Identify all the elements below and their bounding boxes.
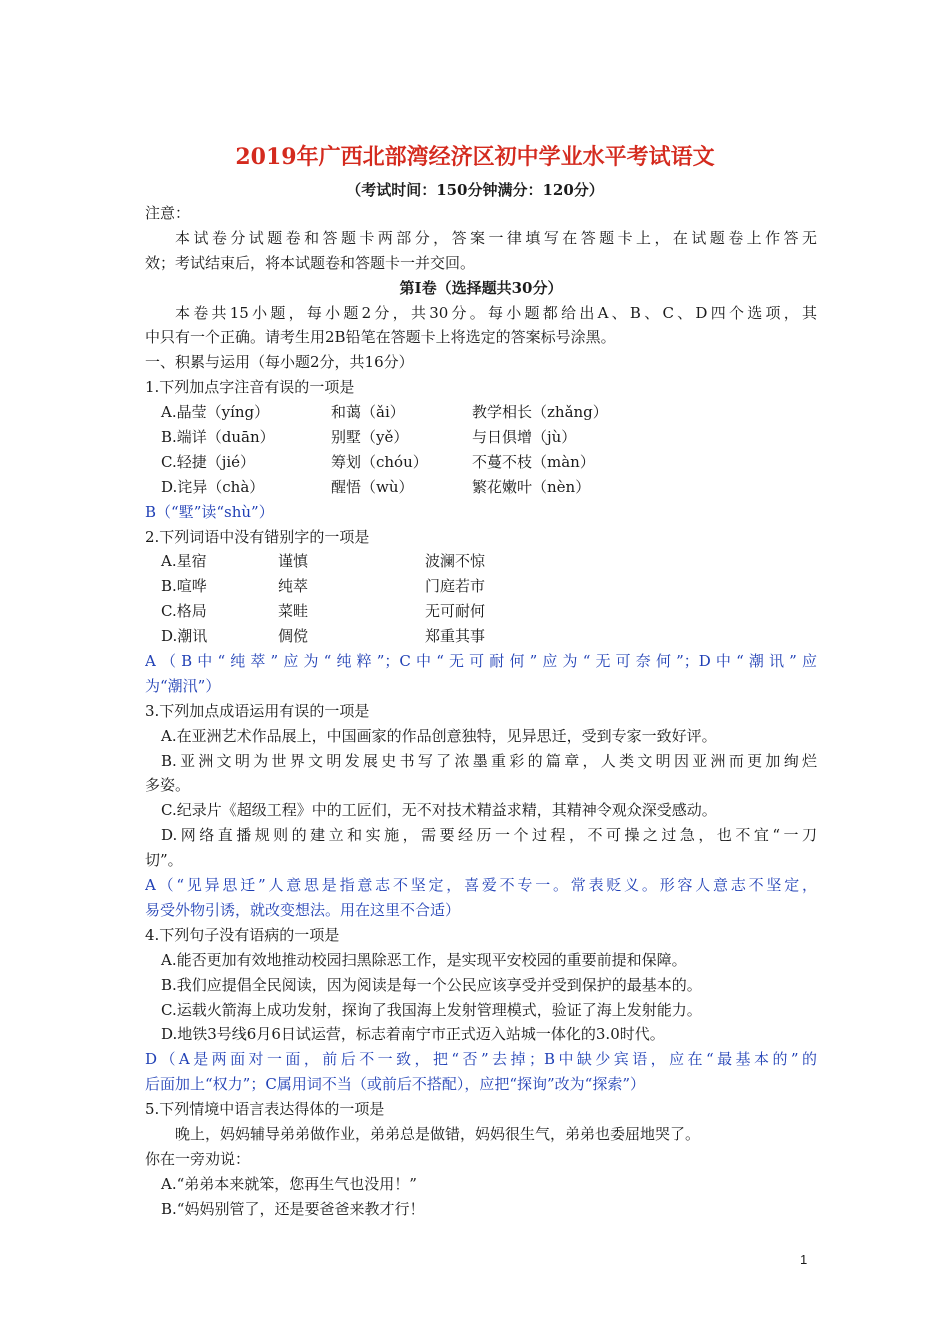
- option-cell: A.星宿: [161, 552, 207, 571]
- question-1-answer: B（“墅”读“shù”）: [145, 502, 274, 521]
- question-1-option-c: [145, 450, 817, 475]
- question-4-option-d: D.地铁3号线6月6日试运营，标志着南宁市正式迈入站城一体化的3.0时代。: [161, 1025, 665, 1044]
- question-3-option-a: A.在亚洲艺术作品展上，中国画家的作品创意独特，见异思迁，受到专家一致好评。: [161, 726, 717, 745]
- notice-label: 注意：: [145, 204, 191, 222]
- option-cell: 不蔓不枝（màn）: [472, 452, 595, 471]
- question-4-option-b: B.我们应提倡全民阅读，因为阅读是每一个公民应该享受并受到保护的最基本的。: [161, 975, 702, 994]
- question-3-option-b: B.亚洲文明为世界文明发展史书写了浓墨重彩的篇章，人类文明因亚洲而更加绚烂: [161, 751, 817, 770]
- option-cell: 筹划（chóu）: [331, 452, 428, 471]
- question-3-stem: 3.下列加点成语运用有误的一项是: [145, 701, 370, 720]
- option-cell: 波澜不惊: [425, 552, 486, 571]
- option-cell: 教学相长（zhǎng）: [472, 403, 608, 422]
- option-cell: 和蔼（ǎi）: [331, 403, 405, 422]
- question-5-context: 你在一旁劝说：: [145, 1149, 251, 1168]
- question-4-stem: 4.下列句子没有语病的一项是: [145, 925, 340, 944]
- question-5-option-a: A.“弟弟本来就笨，您再生气也没用！”: [161, 1174, 417, 1193]
- exam-title: 2019年广西北部湾经济区初中学业水平考试语文: [235, 144, 715, 170]
- question-2-answer-line: A（B中“纯萃”应为“纯粹”；C中“无可耐何”应为“无可奈何”；D中“潮讯”应: [145, 652, 817, 671]
- option-cell: 繁花嫩叶（nèn）: [472, 477, 591, 496]
- question-4-option-c: C.运载火箭海上成功发射，探询了我国海上发射管理模式，验证了海上发射能力。: [161, 1000, 702, 1019]
- question-4-answer-line: D（A是两面对一面，前后不一致，把“否”去掉；B中缺少宾语，应在“最基本的”的: [145, 1050, 817, 1069]
- option-cell: 与日俱增（jù）: [472, 428, 577, 447]
- question-3-answer-line: A（“见异思迁”人意思是指意志不坚定，喜爱不专一。常表贬义。形容人意志不坚定，: [145, 876, 817, 895]
- question-2-option-d: [145, 624, 817, 649]
- option-cell: B.喧哗: [161, 577, 207, 596]
- question-2-option-b: [145, 574, 817, 599]
- option-cell: 菜畦: [278, 602, 309, 621]
- option-cell: 谨慎: [278, 552, 309, 571]
- notice-line: 本试卷分试题卷和答题卡两部分，答案一律填写在答题卡上，在试题卷上作答无: [175, 228, 817, 247]
- question-3-option-b-cont: 多姿。: [145, 776, 191, 795]
- question-4-option-a: A.能否更加有效地推动校园扫黑除恶工作，是实现平安校园的重要前提和保障。: [161, 950, 687, 969]
- notice-line: 效；考试结束后，将本试题卷和答题卡一并交回。: [145, 253, 476, 272]
- question-3-answer-line: 易受外物引诱，就改变想法。用在这里不合适）: [145, 900, 461, 919]
- option-cell: B.端详（duān）: [161, 428, 275, 447]
- question-1-stem: 1.下列加点字注音有误的一项是: [145, 378, 355, 397]
- option-cell: C.轻捷（jié）: [161, 452, 256, 471]
- option-cell: C.格局: [161, 602, 207, 621]
- option-cell: D.潮讯: [161, 627, 208, 646]
- option-cell: 倜傥: [278, 627, 309, 646]
- question-1-option-b: [145, 425, 817, 450]
- option-cell: 郑重其事: [425, 627, 486, 646]
- option-cell: 醒悟（wù）: [331, 477, 414, 496]
- part-heading: 一、积累与运用（每小题2分，共16分）: [145, 353, 414, 372]
- question-2-option-c: [145, 599, 817, 624]
- option-cell: 纯萃: [278, 577, 309, 596]
- question-4-answer-line: 后面加上“权力”；C属用词不当（或前后不搭配），应把“探询”改为“探索”）: [145, 1075, 645, 1094]
- option-cell: 别墅（yě）: [331, 428, 409, 447]
- question-2-option-a: [145, 549, 817, 574]
- question-3-option-c: C.纪录片《超级工程》中的工匠们，无不对技术精益求精，其精神令观众深受感动。: [161, 801, 717, 820]
- section-title: 第Ⅰ卷（选择题共30分）: [399, 278, 563, 297]
- page-number: 1: [800, 1252, 808, 1267]
- question-1-option-d: [145, 475, 817, 500]
- question-5-stem: 5.下列情境中语言表达得体的一项是: [145, 1100, 385, 1119]
- question-3-option-d: D.网络直播规则的建立和实施，需要经历一个过程，不可操之过急，也不宜“一刀: [161, 826, 817, 845]
- section-intro-line: 本卷共15小题，每小题2分，共30分。每小题都给出A、B、C、D四个选项，其: [175, 303, 817, 322]
- exam-subtitle: （考试时间：150分钟满分：120分）: [346, 181, 604, 199]
- question-1-option-a: [145, 400, 817, 425]
- question-5-option-b: B.“妈妈别管了，还是要爸爸来教才行！: [161, 1199, 425, 1218]
- question-3-option-d-cont: 切”。: [145, 851, 183, 870]
- option-cell: 门庭若市: [425, 577, 486, 596]
- question-2-answer-line: 为“潮汛”）: [145, 676, 221, 695]
- question-5-context: 晚上，妈妈辅导弟弟做作业，弟弟总是做错，妈妈很生气，弟弟也委屈地哭了。: [175, 1124, 701, 1143]
- exam-content: [145, 201, 817, 1222]
- option-cell: D.诧异（chà）: [161, 477, 265, 496]
- question-2-stem: 2.下列词语中没有错别字的一项是: [145, 527, 370, 546]
- section-intro-line: 中只有一个正确。请考生用2B铅笔在答题卡上将选定的答案标号涂黑。: [145, 328, 616, 347]
- option-cell: A.晶莹（yíng）: [161, 403, 270, 422]
- option-cell: 无可耐何: [425, 602, 486, 621]
